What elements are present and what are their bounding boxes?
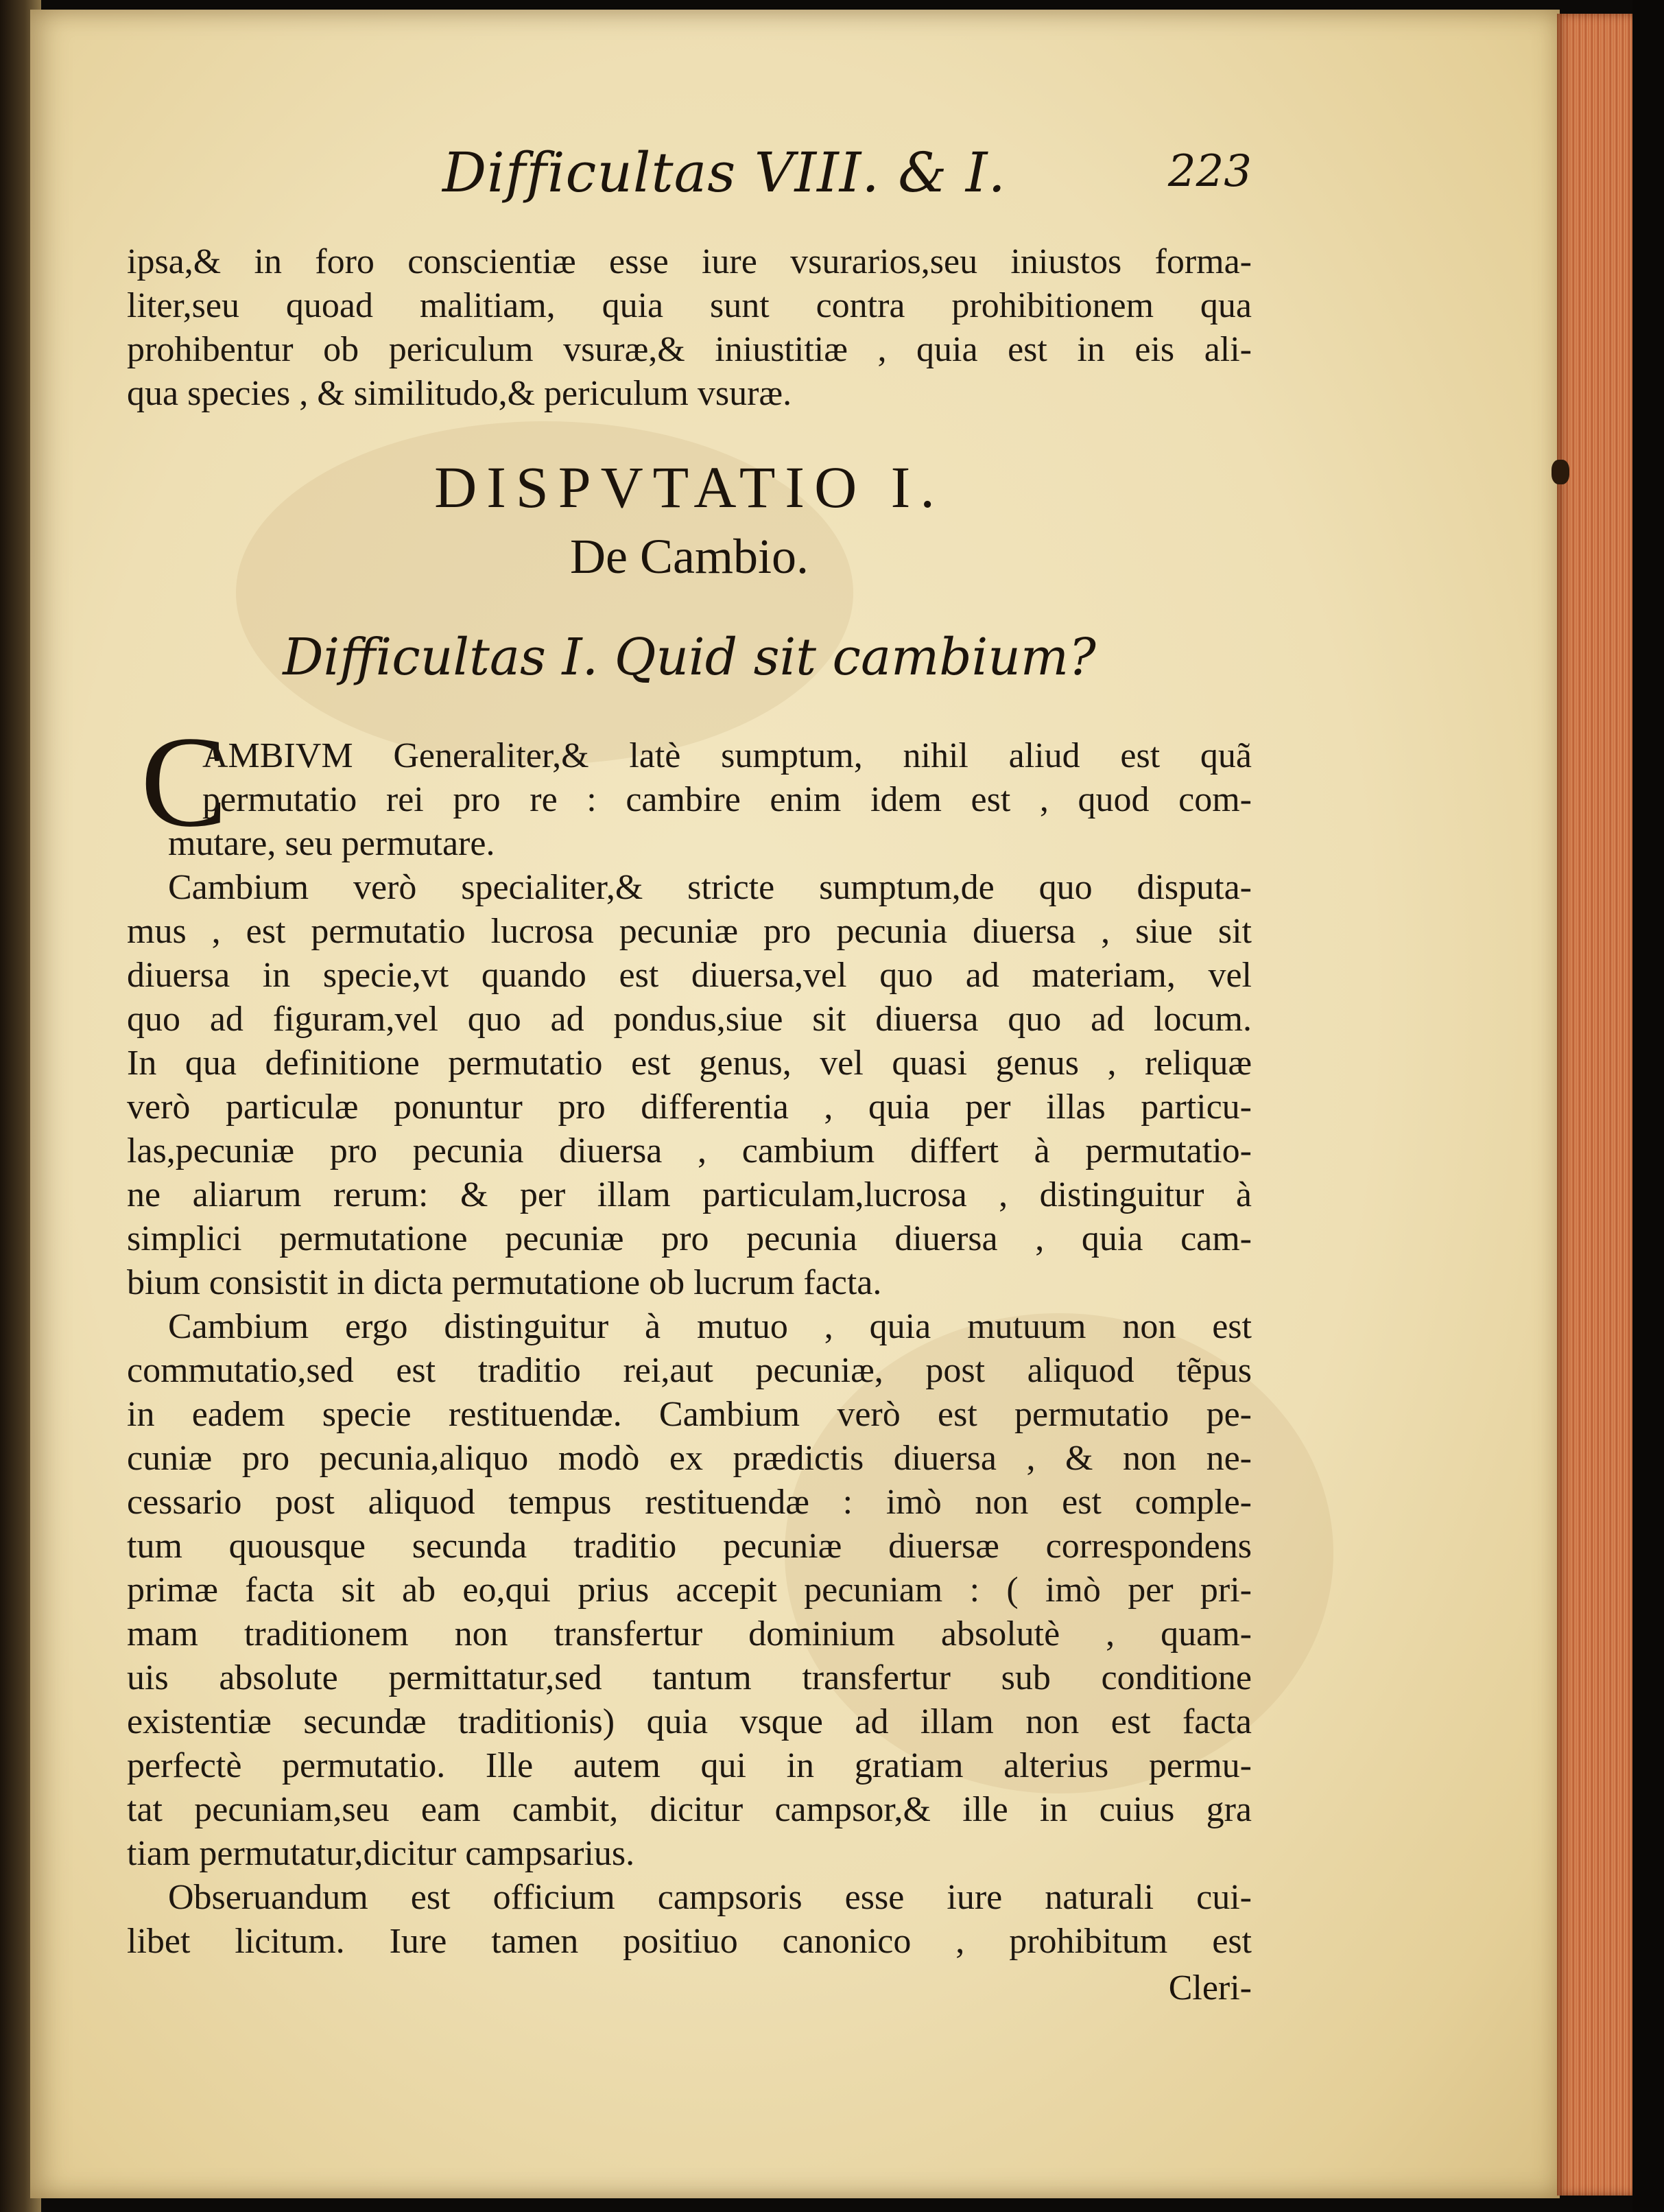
text-line: verò particulæ ponuntur pro differentia , quia per illas particu- <box>127 1087 1252 1127</box>
difficultas-heading: Difficultas I. Quid sit cambium? <box>283 628 1096 687</box>
text-line: uis absolute permittatur,sed tantum transfertur sub conditione <box>127 1658 1252 1697</box>
text-line: liter,seu quoad malitiam, quia sunt contra prohibitionem qua <box>127 286 1252 325</box>
text-line: existentiæ secundæ traditionis) quia vsque ad illam non est facta <box>127 1702 1252 1741</box>
catchword: Cleri- <box>1168 1968 1252 2008</box>
text-line: tat pecuniam,seu eam cambit, dicitur campsor,& ille in cuius gra <box>127 1790 1252 1829</box>
text-line: quo ad figuram,vel quo ad pondus,siue sit diuersa quo ad locum. <box>127 1000 1252 1039</box>
page-number: 223 <box>1167 146 1252 197</box>
text-line: simplici permutatione pecuniæ pro pecunia diuersa , quia cam- <box>127 1219 1252 1258</box>
running-head <box>312 141 1252 216</box>
ink-blot <box>1552 460 1569 484</box>
disputatio-subtitle: De Cambio. <box>570 529 809 584</box>
text-line: ne aliarum rerum: & per illam particulam,lucrosa , distinguitur à <box>127 1175 1252 1214</box>
text-line: perfectè permutatio. Ille autem qui in gratiam alterius permu- <box>127 1746 1252 1785</box>
text-line: diuersa in specie,vt quando est diuersa,vel quo ad materiam, vel <box>127 956 1252 995</box>
text-line: mus , est permutatio lucrosa pecuniæ pro pecunia diuersa , siue sit <box>127 912 1252 951</box>
page-fore-edge <box>1557 14 1632 2196</box>
drop-cap: C <box>141 710 228 854</box>
text-line: Cambium ergo distinguitur à mutuo , quia mutuum non est <box>168 1307 1252 1346</box>
text-line: prohibentur ob periculum vsuræ,& iniustitiæ , quia est in eis ali- <box>127 330 1252 369</box>
running-title: Difficultas VIII. & I. <box>442 141 1006 204</box>
text-line: primæ facta sit ab eo,qui prius accepit pecuniam : ( imò per pri- <box>127 1570 1252 1610</box>
text-line: Obseruandum est officium campsoris esse iure naturali cui- <box>168 1878 1252 1917</box>
text-line: In qua definitione permutatio est genus, vel quasi genus , reliquæ <box>127 1044 1252 1083</box>
text-line: mam traditionem non transfertur dominium absolutè , quam- <box>127 1614 1252 1654</box>
text-line: mutare, seu permutare. <box>168 824 495 863</box>
text-line: ipsa,& in foro conscientiæ esse iure vsurarios,seu iniustos forma- <box>127 242 1252 281</box>
text-line: libet licitum. Iure tamen positiuo canonico , prohibitum est <box>127 1922 1252 1961</box>
background-edge <box>1632 0 1664 2212</box>
text-line: las,pecuniæ pro pecunia diuersa , cambium differt à permutatio- <box>127 1131 1252 1170</box>
text-line: cuniæ pro pecunia,aliquo modò ex prædictis diuersa , & non ne- <box>127 1439 1252 1478</box>
text-line: in eadem specie restituendæ. Cambium verò est permutatio pe- <box>127 1395 1252 1434</box>
text-line: permutatio rei pro re : cambire enim idem est , quod com- <box>202 780 1252 819</box>
text-line: cessario post aliquod tempus restituendæ : imò non est comple- <box>127 1483 1252 1522</box>
text-line: Cambium verò specialiter,& stricte sumptum,de quo disputa- <box>168 868 1252 907</box>
text-line: bium consistit in dicta permutatione ob lucrum facta. <box>127 1263 882 1302</box>
text-line: commutatio,sed est traditio rei,aut pecuniæ, post aliquod tẽpus <box>127 1351 1252 1390</box>
text-line: AMBIVM Generaliter,& latè sumptum, nihil aliud est quã <box>202 736 1252 775</box>
text-line: qua species , & similitudo,& periculum vsuræ. <box>127 374 792 413</box>
disputatio-title: DISPVTATIO I. <box>434 454 944 520</box>
text-line: tum quousque secunda traditio pecuniæ diuersæ correspondens <box>127 1527 1252 1566</box>
text-line: tiam permutatur,dicitur campsarius. <box>127 1834 635 1873</box>
